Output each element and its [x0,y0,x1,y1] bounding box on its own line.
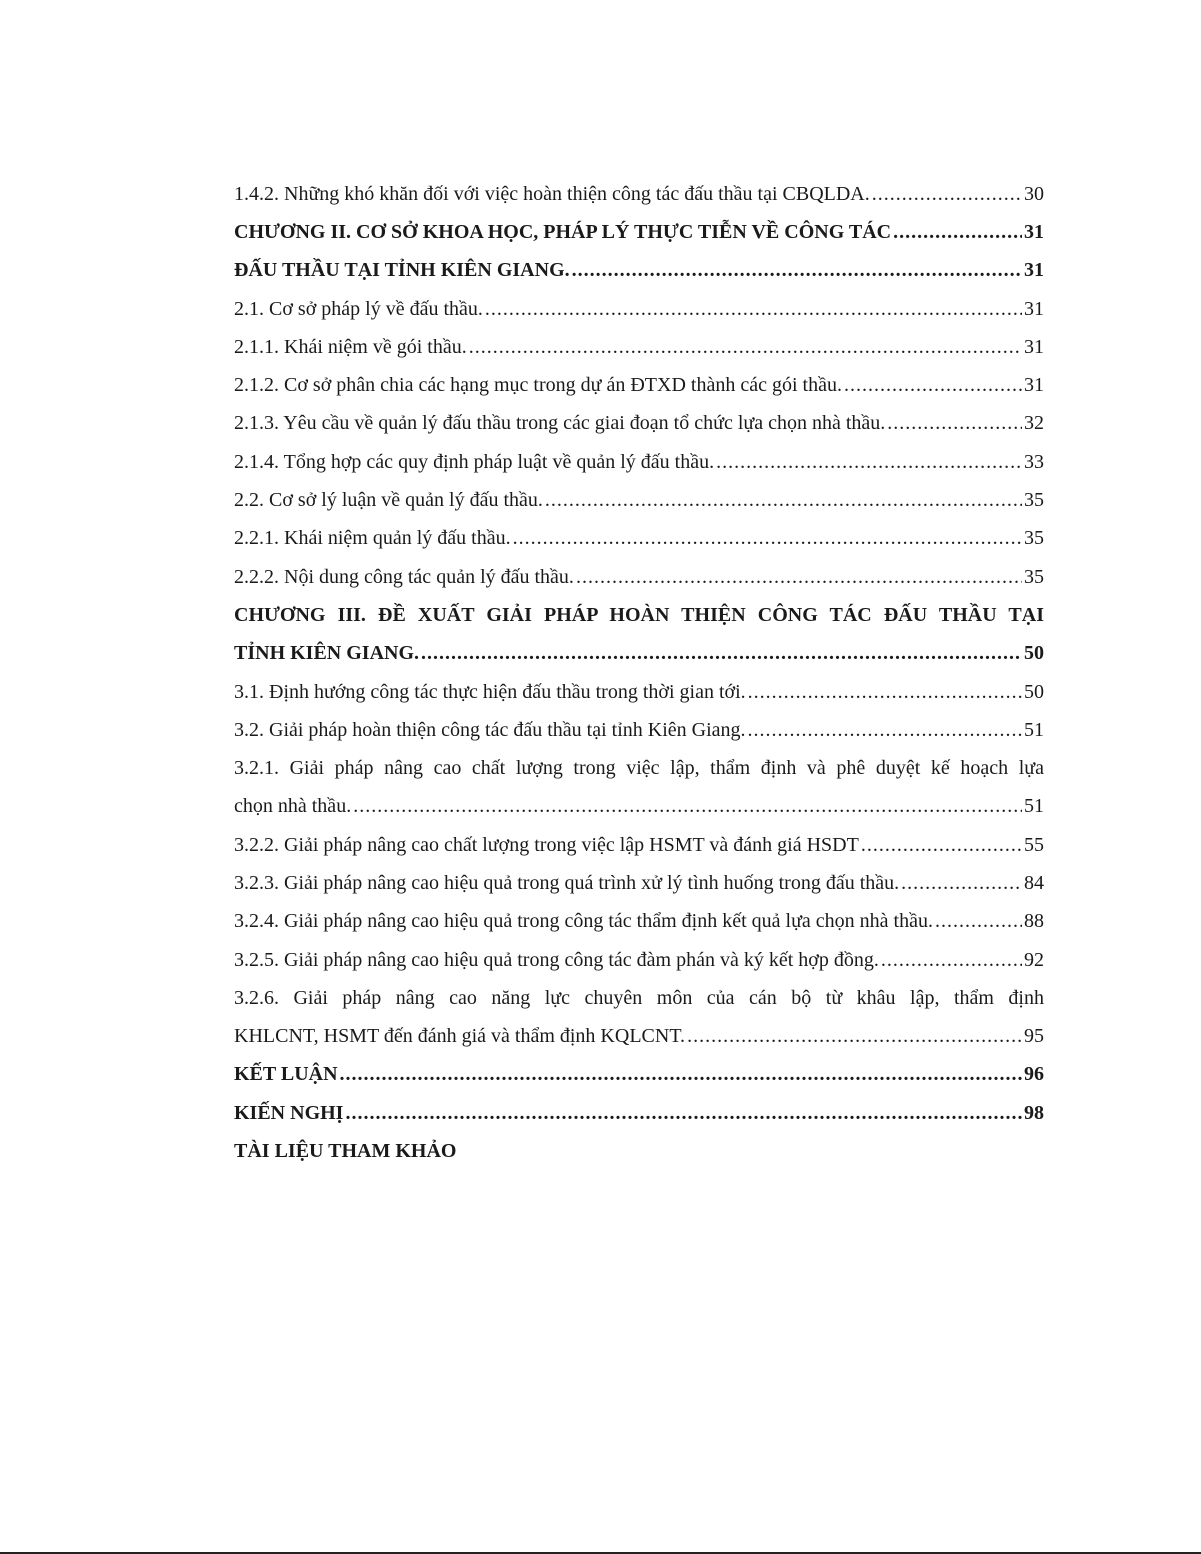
toc-entry-title: TÀI LIỆU THAM KHẢO [234,1140,457,1163]
toc-entry-page-number: 31 [1024,335,1044,358]
toc-entry [234,979,1044,1017]
toc-leader-dots [872,183,1022,206]
toc-entry [234,328,1044,366]
toc-entry-page-number: 50 [1024,680,1044,703]
toc-entry [234,711,1044,749]
toc-leader-dots [844,374,1022,397]
toc-leader-dots [716,451,1022,474]
toc-entry [234,635,1044,673]
toc-entry-title: 2.2.2. Nội dung công tác quản lý đấu thầu. [234,565,574,588]
toc-entry [234,673,1044,711]
toc-entry-page-number: 98 [1024,1101,1044,1124]
toc-entry [234,749,1044,787]
toc-entry-page-number: 95 [1024,1025,1044,1048]
toc-entry [234,1056,1044,1094]
toc-entry [234,1094,1044,1132]
toc-entry-page-number: 31 [1024,374,1044,397]
toc-leader-dots [893,221,1022,244]
toc-entry [234,252,1044,290]
toc-entry [234,864,1044,902]
toc-entry-title: 3.2.1. Giải pháp nâng cao chất lượng trong việc lập, thẩm định và phê duyệt kế hoạch lựa [234,757,1044,780]
toc-entry [234,213,1044,251]
toc-leader-dots [469,336,1022,359]
toc-entry-title: 3.1. Định hướng công tác thực hiện đấu thầu trong thời gian tới. [234,680,746,703]
toc-entry-title: ĐẤU THẦU TẠI TỈNH KIÊN GIANG. [234,259,570,282]
toc-entry-title: TỈNH KIÊN GIANG. [234,642,420,665]
toc-leader-dots [421,642,1022,665]
toc-leader-dots [901,872,1022,895]
toc-entry [234,788,1044,826]
toc-entry-title: 3.2. Giải pháp hoàn thiện công tác đấu thầu tại tỉnh Kiên Giang. [234,718,746,741]
toc-entry-title: CHƯƠNG II. CƠ SỞ KHOA HỌC, PHÁP LÝ THỰC TIỄN VỀ CÔNG TÁC [234,220,892,243]
toc-leader-dots [345,1102,1022,1125]
toc-leader-dots [687,1025,1022,1048]
toc-entry-page-number: 32 [1024,412,1044,435]
toc-entry-title: 2.1.1. Khái niệm về gói thầu. [234,335,467,358]
toc-entry [234,366,1044,404]
toc-entry-title: 3.2.6. Giải pháp nâng cao năng lực chuyên môn của cán bộ từ khâu lập, thẩm định [234,986,1044,1009]
toc-entry-page-number: 35 [1024,527,1044,550]
toc-entry-page-number: 33 [1024,450,1044,473]
toc-entry [234,558,1044,596]
toc-leader-dots [935,910,1022,933]
toc-leader-dots [748,719,1022,742]
toc-leader-dots [572,259,1022,282]
toc-entry-page-number: 96 [1024,1063,1044,1086]
toc-entry-title: 3.2.5. Giải pháp nâng cao hiệu quả trong công tác đàm phán và ký kết hợp đồng. [234,948,879,971]
toc-entry-page-number: 50 [1024,642,1044,665]
toc-entry-title: 2.2.1. Khái niệm quản lý đấu thầu. [234,527,511,550]
toc-leader-dots [353,795,1022,818]
toc-entry-title: CHƯƠNG III. ĐỀ XUẤT GIẢI PHÁP HOÀN THIỆN CÔNG TÁC ĐẤU THẦU TẠI [234,603,1044,626]
table-of-contents [234,175,1044,1171]
toc-entry-page-number: 31 [1024,259,1044,282]
toc-entry [234,826,1044,864]
toc-entry-page-number: 31 [1024,297,1044,320]
toc-entry-page-number: 35 [1024,489,1044,512]
toc-entry [234,1018,1044,1056]
toc-entry-title: 2.2. Cơ sở lý luận về quản lý đấu thầu. [234,489,543,512]
toc-entry-title: 2.1.4. Tổng hợp các quy định pháp luật về quản lý đấu thầu. [234,450,715,473]
toc-leader-dots [340,1063,1022,1086]
toc-entry-page-number: 55 [1024,833,1044,856]
toc-entry-title: 1.4.2. Những khó khăn đối với việc hoàn thiện công tác đấu thầu tại CBQLDA. [234,182,870,205]
toc-entry-page-number: 84 [1024,871,1044,894]
toc-entry [234,175,1044,213]
toc-leader-dots [545,489,1022,512]
toc-entry-title: KHLCNT, HSMT đến đánh giá và thẩm định KQLCNT. [234,1025,686,1048]
toc-entry-page-number: 92 [1024,948,1044,971]
toc-entry-page-number: 30 [1024,182,1044,205]
toc-entry-title: 2.1.3. Yêu cầu về quản lý đấu thầu trong các giai đoạn tổ chức lựa chọn nhà thầu. [234,412,886,435]
toc-entry-title: chọn nhà thầu. [234,795,352,818]
toc-entry-page-number: 31 [1024,220,1044,243]
toc-entry [234,520,1044,558]
toc-leader-dots [576,566,1022,589]
toc-entry [234,903,1044,941]
toc-entry-title: KIẾN NGHỊ [234,1101,344,1124]
toc-entry-title: 2.1.2. Cơ sở phân chia các hạng mục trong dự án ĐTXD thành các gói thầu. [234,374,842,397]
toc-entry [234,443,1044,481]
toc-entry-title: 3.2.2. Giải pháp nâng cao chất lượng trong việc lập HSMT và đánh giá HSDT [234,833,859,856]
toc-entry-title: 2.1. Cơ sở pháp lý về đấu thầu. [234,297,483,320]
toc-entry [234,405,1044,443]
toc-leader-dots [861,834,1022,857]
toc-entry-page-number: 35 [1024,565,1044,588]
toc-entry-page-number: 88 [1024,910,1044,933]
toc-entry [234,941,1044,979]
toc-leader-dots [513,527,1022,550]
toc-leader-dots [887,412,1022,435]
toc-leader-dots [748,681,1022,704]
toc-leader-dots [881,949,1022,972]
toc-entry-title: 3.2.4. Giải pháp nâng cao hiệu quả trong công tác thẩm định kết quả lựa chọn nhà thầu. [234,910,933,933]
toc-entry [234,1132,1044,1170]
toc-entry-title: KẾT LUẬN [234,1063,338,1086]
toc-entry [234,290,1044,328]
toc-entry-title: 3.2.3. Giải pháp nâng cao hiệu quả trong quá trình xử lý tình huống trong đấu thầu. [234,871,900,894]
toc-leader-dots [485,298,1022,321]
toc-entry [234,596,1044,634]
toc-entry-page-number: 51 [1024,795,1044,818]
toc-entry [234,481,1044,519]
toc-entry-page-number: 51 [1024,718,1044,741]
